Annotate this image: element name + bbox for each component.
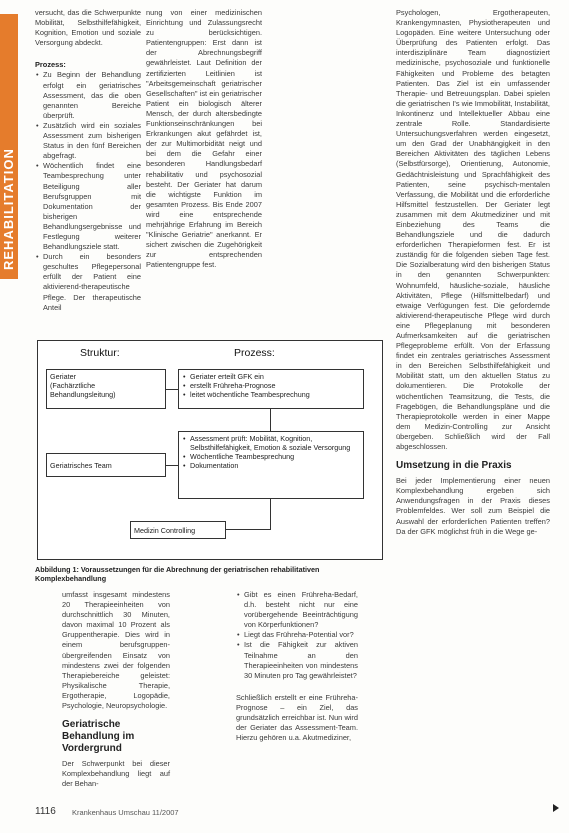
col2-paragraph: nung von einer medizinischen Einrichtung und Zulassungsrecht zu berücksichtigen. Patientengruppen: Erst dann ist der Abrechnungsbegriff gewährleistet. Laut Definition der zertifizierten Leitlinien ist "Arbeitsgemeinschaft geriatrischer Gesellschaften" ist ein geriatrischer Patient ein biologisch älterer Mensch, der durch altersbedingte Funktionseinschränkungen bei Erkrankungen akut gefährdet ist, der zur Multimorbidität neigt und bei dem die Gefahr einer besonderen Handlungsbedarf rehabilitativ und psychosozial besteht. Der Geriater hat darum die wichtigste Funktion im gesamten Prozess. Bis Ende 2007 wird eine entsprechende mehrjährige Erfahrung im Bereich "Klinische Geriatrie" anerkannt. Er sichert zwischen die Zugehörigkeit zur entsprechenden Patientengruppe fest. [146, 8, 262, 270]
col1-bottom-paragraph-2: Der Schwerpunkt bei dieser Komplexbehandlung liegt auf der Behan- [62, 759, 170, 789]
list-item: • Durch ein besonders geschultes Pflegepersonal erfüllt der Patient eine aktivierend-therapeutische Pflege. Der therapeutische Anteil [43, 252, 141, 313]
box-team-process [178, 431, 364, 499]
box-geriater [46, 369, 166, 409]
connector-line [270, 499, 271, 529]
col3-paragraph: Psychologen, Ergotherapeuten, Krankengymnasten, Physiotherapeuten und Logopäden. Eine weitere Untersuchung oder Überprüfung des Patienten erfolgt. Das interdisziplinäre Team diagnostiziert medizinische, psychosoziale und funktionelle Fähigkeiten und Probleme des betagten Patienten. Das Ziel ist ein umfassender Therapie- und Betreuungsplan. Dabei spielen die geriatrischen I's wie Immobilität, Instabilität, Inkontinenz und Intellektueller Abbau eine zentrale Rolle. Standardisierte Untersuchungsverfahren werden eingesetzt, um den Grad der Unabhängigkeit in den Bereichen Aktivitäten des täglichen Lebens (Selbstfürsorge), Orientierung, Autonomie, Gedächtnisleistung und Sprachfähigkeit des Patienten, seine psychisch-mentalen Verfassung, die Mobilität und die erforderliche Hilfsmittel festzustellen. Der Geriater legt zusammen mit dem Akutmediziner und mit Einbeziehung des Teams die Behandlungsziele und die dadurch erforderlichen Therapieformen fest. Er ist zuständig für die folgenden sieben Tage fest. Die Sozialberatung wird den bisherigen Status in den genannten Schwerpunkten: Wohnumfeld, häusliche-soziale, häusliche Aktivitäten, Pflege (Hilfsmittelbedarf) und etwaige Verfügungen fest. Die gefordernde aktivierend-therapeutische Pflege wird durch eine Pflegeplanung mit besonderen Aufmerksamkeiten auf die geriatrischen Pflegeprobleme erfüllt. Von der Erfassung findet ein zentrales geriatrisches Assessment in den Bereichen Selbsthilfefähigkeit und Mobilität statt, um den aktuellen Status zu dokumentieren. Die Protokolle der wöchentlichen Teamsitzung, die Tests, die Fragebögen, die Behandlungspläne und die Therapieprotokolle werden in einer Mappe dem Medizin-Controlling zur Ansicht übergeben. Schließlich wird der Fall abgeschlossen. [396, 8, 550, 452]
col1-intro: versucht, das die Schwerpunkte Mobilität, Selbsthilfefähigkeit, Kognition, Emotion und soziale Versorgung abdeckt. [35, 8, 141, 48]
column-1-top [35, 8, 141, 313]
figure-title-prozess: Prozess: [234, 347, 275, 359]
box-geriater-process [178, 369, 364, 409]
box-medizin-controlling-label: Medizin Controlling [134, 525, 196, 535]
box-geriater-line: Behandlungsleitung) [50, 390, 116, 399]
figure-caption: Abbildung 1: Voraussetzungen für die Abrechnung der geriatrischen rehabilitativen Komplexbehandlung [35, 565, 320, 583]
section-label: REHABILITATION [1, 148, 16, 270]
box-geriatric-team [46, 453, 166, 477]
list-item: • leitet wöchentliche Teambesprechung [190, 390, 360, 399]
list-item: • Liegt das Frühreha-Potential vor? [244, 630, 358, 640]
col1-bottom-paragraph: umfasst insgesamt mindestens 20 Therapieeinheiten von durchschnittlich 30 Minuten, davon maximal 10 Prozent als Gruppentherapie. Dies wird in einem berufsgruppen-übergreifenden Einsatz von mindestens zwei der folgenden Therapiebereiche geleistet: Physikalische Therapie, Ergotherapie, Logopädie, Psychologie, Neuropsychologie. [62, 590, 170, 711]
list-item: • Dokumentation [190, 461, 360, 470]
list-item: • Gibt es einen Frühreha-Bedarf, d.h. besteht nicht nur eine vorübergehende Beeinträchtigung von Körperfunktionen? [244, 590, 358, 630]
column-2-top [146, 8, 262, 270]
figure-title-struktur: Struktur: [80, 347, 120, 359]
col1-heading-geriatrische: Geriatrische Behandlung im Vordergrund [62, 719, 135, 755]
col2-bottom-bullet-list [236, 590, 358, 681]
col1-heading-prozess: Prozess: [35, 60, 66, 70]
col1-bullet-list [35, 70, 141, 312]
col3-paragraph-2: Bei jeder Implementierung einer neuen Komplexbehandlung ergeben sich Anwendungsfragen in der Praxis dieses Problemfeldes. Wer soll zum Beispiel die Auswahl der erforderlichen Patienten treffen? Da der GFK möglichst früh in die Wege ge- [396, 476, 550, 536]
box-medizin-controlling [130, 521, 226, 539]
box-team-process-list [182, 434, 360, 470]
continue-arrow-icon [553, 804, 559, 812]
box-geriater-line: Geriater [50, 372, 76, 381]
page-number: 1116 [35, 806, 56, 817]
col2-bottom-paragraph: Schließlich erstellt er eine Frühreha-Prognose – ein Ziel, das grundsätzlich erreichbar ist. Nun wird der Geriater das Assessment-Team. Hierzu gehören u.a. Akutmediziner, [236, 692, 358, 743]
list-item: • Geriater erteilt GFK ein [190, 372, 360, 381]
connector-line [166, 465, 178, 466]
list-item: • Wöchentlich findet eine Teambesprechung unter Beteiligung aller Berufsgruppen mit Dokumentation der bisherigen Behandlungsergebnisse und Festlegung weiterer Behandlungsziele statt. [43, 161, 141, 252]
connector-line [270, 409, 271, 431]
journal-name: Krankenhaus Umschau 11/2007 [72, 808, 179, 817]
connector-line [226, 529, 271, 530]
column-1-bottom [62, 590, 170, 789]
box-geriater-line: (Fachärztliche [50, 381, 96, 390]
box-geriatric-team-label: Geriatrisches Team [50, 460, 112, 470]
list-item: • Zusätzlich wird ein soziales Assessment zum bisherigen Status in den fünf Bereichen abgefragt. [43, 121, 141, 161]
column-2-bottom [236, 590, 358, 743]
connector-line [166, 389, 178, 390]
list-item: • Zu Beginn der Behandlung erfolgt ein geriatrisches Assessment, das die oben genannten Bereiche überprüft. [43, 70, 141, 120]
box-geriater-process-list [182, 372, 360, 399]
list-item: • Ist die Fähigkeit zur aktiven Teilnahme an den Therapieeinheiten von mindestens 30 Minuten pro Tag gewährleistet? [244, 640, 358, 680]
figure-1-diagram [37, 340, 383, 560]
column-3 [396, 8, 550, 808]
list-item: • erstellt Frühreha-Prognose [190, 381, 360, 390]
col3-heading-umsetzung: Umsetzung in die Praxis [396, 460, 512, 472]
list-item: • Wöchentliche Teambesprechung [190, 452, 360, 461]
list-item: • Assessment prüft: Mobilität, Kognition, Selbsthilfefähigkeit, Emotion & soziale Versorgung [190, 434, 360, 452]
